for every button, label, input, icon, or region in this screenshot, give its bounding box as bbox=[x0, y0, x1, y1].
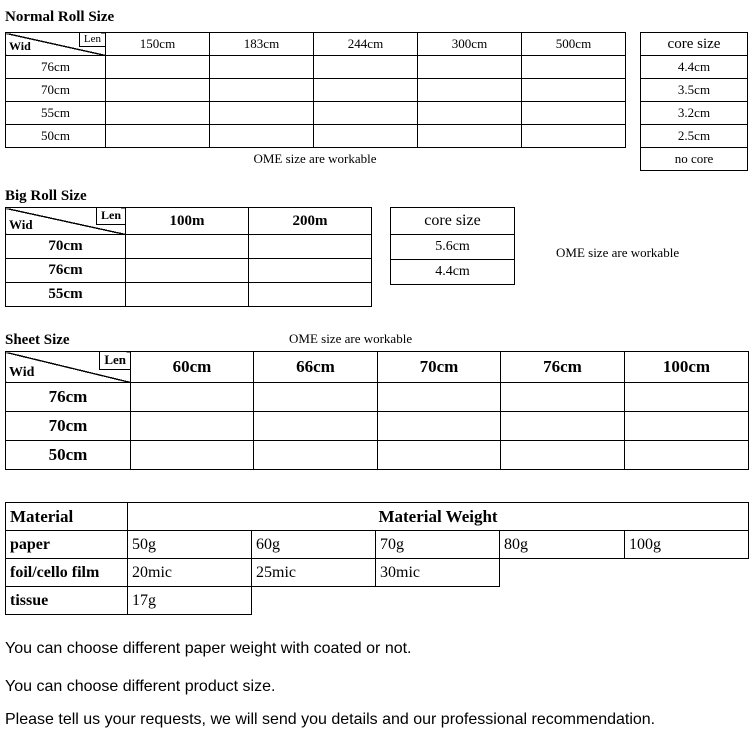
core-size-value: 4.4cm bbox=[641, 56, 748, 79]
normal-roll-row bbox=[6, 102, 626, 125]
normal-roll-table bbox=[5, 32, 626, 148]
big-roll-col-header: 200m bbox=[249, 208, 372, 235]
empty-cell bbox=[314, 56, 418, 79]
sheet-col-header: 66cm bbox=[254, 352, 378, 383]
wid-label: Wid bbox=[9, 39, 31, 53]
normal-roll-row-label: 70cm bbox=[6, 79, 106, 102]
normal-roll-col-header: 300cm bbox=[418, 33, 522, 56]
big-roll-row bbox=[6, 235, 372, 259]
core-size-row bbox=[641, 148, 748, 171]
material-value: 17g bbox=[128, 587, 252, 615]
material-value: 50g bbox=[128, 531, 252, 559]
material-row bbox=[6, 587, 749, 615]
material-row bbox=[6, 559, 749, 587]
normal-roll-row-label: 76cm bbox=[6, 56, 106, 79]
empty-cell bbox=[501, 412, 625, 441]
core-size-value: 3.5cm bbox=[641, 79, 748, 102]
footer-note-1: You can choose different paper weight with coated or not. bbox=[5, 640, 412, 657]
sheet-row-label: 76cm bbox=[6, 383, 131, 412]
sheet-row bbox=[6, 412, 749, 441]
core-size-title: core size bbox=[641, 33, 748, 56]
empty-cell bbox=[501, 383, 625, 412]
empty-cell bbox=[249, 235, 372, 259]
normal-roll-title: Normal Roll Size bbox=[5, 9, 115, 25]
empty-cell bbox=[126, 259, 249, 283]
normal-roll-corner-cell bbox=[6, 33, 106, 56]
empty-cell bbox=[210, 56, 314, 79]
material-table bbox=[5, 502, 749, 615]
empty-cell bbox=[314, 102, 418, 125]
normal-roll-header-row bbox=[6, 33, 626, 56]
core-size-title: core size bbox=[391, 208, 515, 235]
normal-roll-row-label: 50cm bbox=[6, 125, 106, 148]
big-roll-row-label: 76cm bbox=[6, 259, 126, 283]
material-col-header: Material bbox=[6, 503, 128, 531]
big-roll-title: Big Roll Size bbox=[5, 188, 87, 204]
empty-cell bbox=[378, 383, 501, 412]
material-weight-header: Material Weight bbox=[128, 503, 749, 531]
big-roll-row-label: 55cm bbox=[6, 283, 126, 307]
empty-cell bbox=[625, 383, 749, 412]
core-size-value: no core bbox=[641, 148, 748, 171]
big-roll-corner-cell bbox=[6, 208, 126, 235]
empty-cell bbox=[126, 283, 249, 307]
empty-cell bbox=[254, 441, 378, 470]
material-row-label: paper bbox=[6, 531, 128, 559]
sheet-corner-cell bbox=[6, 352, 131, 383]
sheet-col-header: 76cm bbox=[501, 352, 625, 383]
material-value: 20mic bbox=[128, 559, 252, 587]
core-size-header-row bbox=[641, 33, 748, 56]
wid-label: Wid bbox=[9, 217, 33, 232]
empty-cell bbox=[418, 79, 522, 102]
material-row bbox=[6, 531, 749, 559]
core-size-value: 5.6cm bbox=[391, 235, 515, 260]
empty-cell bbox=[501, 441, 625, 470]
big-core-size-table bbox=[390, 207, 515, 285]
len-label: Len bbox=[99, 352, 130, 370]
empty-cell bbox=[314, 79, 418, 102]
material-header-row bbox=[6, 503, 749, 531]
normal-roll-row bbox=[6, 79, 626, 102]
core-size-value: 4.4cm bbox=[391, 260, 515, 285]
len-label: Len bbox=[79, 33, 105, 47]
normal-roll-col-header: 183cm bbox=[210, 33, 314, 56]
core-size-header-row bbox=[391, 208, 515, 235]
core-size-row bbox=[641, 56, 748, 79]
empty-cell bbox=[254, 412, 378, 441]
material-value: 70g bbox=[376, 531, 500, 559]
empty-cell bbox=[131, 383, 254, 412]
sheet-header-row bbox=[6, 352, 749, 383]
empty-cell bbox=[625, 412, 749, 441]
empty-cell bbox=[522, 125, 626, 148]
normal-roll-row bbox=[6, 56, 626, 79]
material-value: 30mic bbox=[376, 559, 500, 587]
big-roll-row-label: 70cm bbox=[6, 235, 126, 259]
big-roll-note: OME size are workable bbox=[556, 245, 680, 260]
sheet-row bbox=[6, 383, 749, 412]
sheet-row-label: 70cm bbox=[6, 412, 131, 441]
sheet-row bbox=[6, 441, 749, 470]
core-size-value: 2.5cm bbox=[641, 125, 748, 148]
empty-cell bbox=[106, 125, 210, 148]
empty-cell bbox=[249, 283, 372, 307]
core-size-row bbox=[391, 260, 515, 285]
material-value: 60g bbox=[252, 531, 376, 559]
big-roll-row bbox=[6, 283, 372, 307]
normal-roll-row bbox=[6, 125, 626, 148]
normal-roll-note: OME size are workable bbox=[253, 151, 377, 166]
normal-roll-col-header: 500cm bbox=[522, 33, 626, 56]
footer-note-3: Please tell us your requests, we will send you details and our professional recommendation. bbox=[5, 711, 656, 728]
normal-roll-col-header: 150cm bbox=[106, 33, 210, 56]
empty-cell bbox=[210, 125, 314, 148]
normal-core-size-table bbox=[640, 32, 748, 171]
empty-cell bbox=[254, 383, 378, 412]
empty-cell bbox=[522, 102, 626, 125]
empty-cell bbox=[131, 412, 254, 441]
material-value: 25mic bbox=[252, 559, 376, 587]
core-size-row bbox=[641, 79, 748, 102]
wid-label: Wid bbox=[9, 365, 35, 380]
normal-roll-col-header: 244cm bbox=[314, 33, 418, 56]
footer-note-2: You can choose different product size. bbox=[5, 678, 276, 695]
empty-cell bbox=[522, 56, 626, 79]
sheet-col-header: 60cm bbox=[131, 352, 254, 383]
empty-cell bbox=[249, 259, 372, 283]
material-value: 100g bbox=[625, 531, 749, 559]
empty-cell bbox=[418, 125, 522, 148]
big-roll-header-row bbox=[6, 208, 372, 235]
big-roll-col-header: 100m bbox=[126, 208, 249, 235]
empty-cell bbox=[314, 125, 418, 148]
empty-cell bbox=[378, 412, 501, 441]
empty-cell bbox=[378, 441, 501, 470]
core-size-value: 3.2cm bbox=[641, 102, 748, 125]
big-roll-table bbox=[5, 207, 372, 307]
core-size-row bbox=[641, 102, 748, 125]
material-value: 80g bbox=[500, 531, 625, 559]
core-size-row bbox=[391, 235, 515, 260]
empty-cell bbox=[210, 102, 314, 125]
empty-cell bbox=[106, 79, 210, 102]
material-row-label: tissue bbox=[6, 587, 128, 615]
sheet-size-table bbox=[5, 351, 749, 470]
empty-cell bbox=[210, 79, 314, 102]
sheet-col-header: 100cm bbox=[625, 352, 749, 383]
empty-cell bbox=[522, 79, 626, 102]
empty-cell bbox=[106, 102, 210, 125]
material-row-label: foil/cello film bbox=[6, 559, 128, 587]
empty-cell bbox=[418, 56, 522, 79]
empty-cell bbox=[106, 56, 210, 79]
core-size-row bbox=[641, 125, 748, 148]
sheet-col-header: 70cm bbox=[378, 352, 501, 383]
empty-cell bbox=[625, 441, 749, 470]
len-label: Len bbox=[96, 208, 125, 225]
empty-cell bbox=[126, 235, 249, 259]
sheet-size-note: OME size are workable bbox=[289, 331, 413, 346]
sheet-row-label: 50cm bbox=[6, 441, 131, 470]
big-roll-row bbox=[6, 259, 372, 283]
normal-roll-row-label: 55cm bbox=[6, 102, 106, 125]
empty-cell bbox=[131, 441, 254, 470]
sheet-size-title: Sheet Size bbox=[5, 332, 70, 348]
empty-cell bbox=[418, 102, 522, 125]
